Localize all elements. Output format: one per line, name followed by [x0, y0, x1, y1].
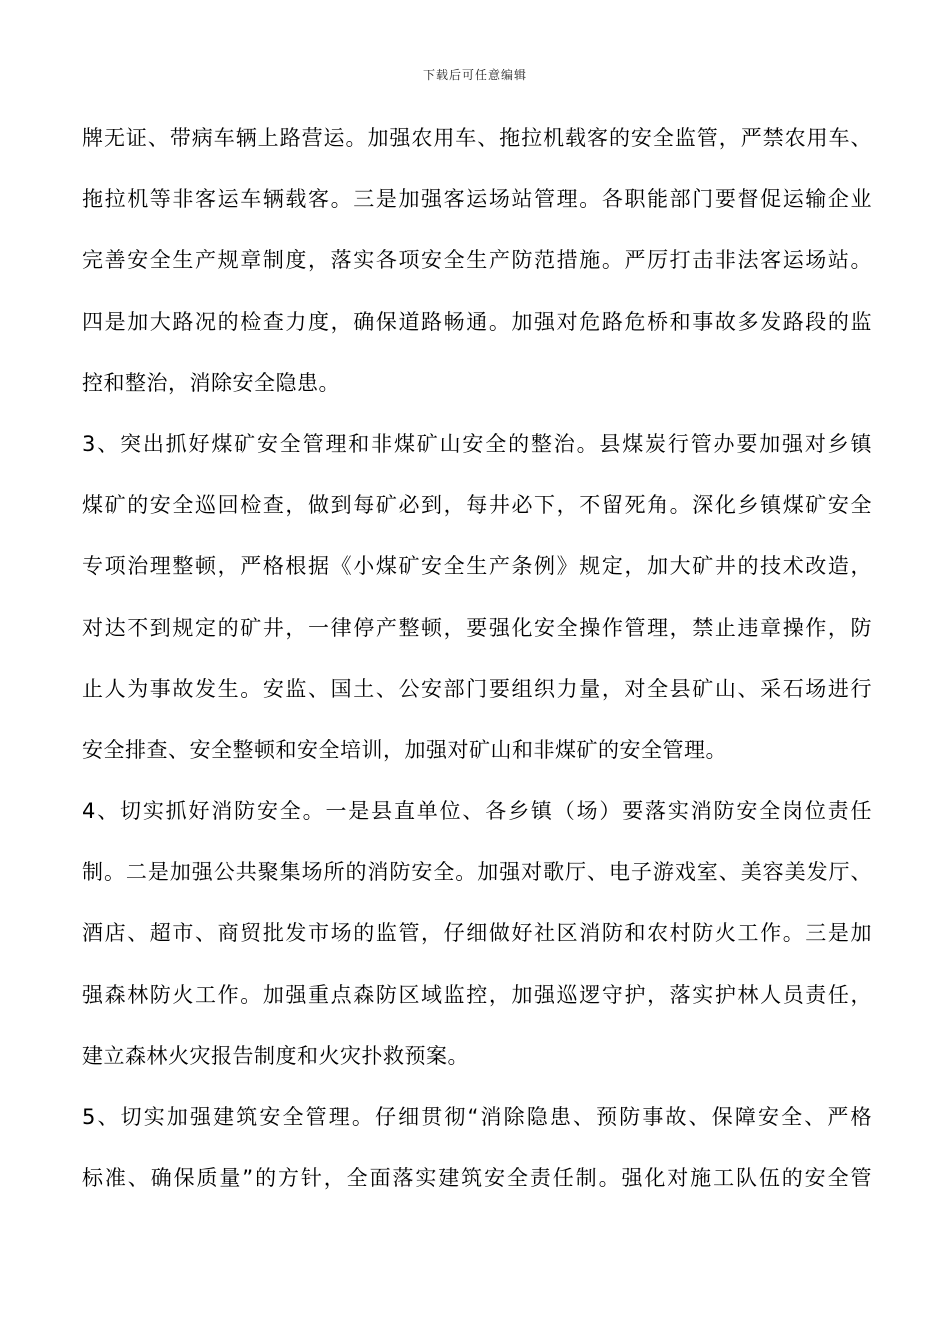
- text-line: 4、切实抓好消防安全。一是县直单位、各乡镇（场）要落实消防安全岗位责任: [82, 799, 872, 824]
- header-note: 下载后可任意编辑: [422, 68, 527, 82]
- text-line: 酒店、超市、商贸批发市场的监管，仔细做好社区消防和农村防火工作。三是加: [82, 921, 872, 946]
- text-line: 标准、确保质量”的方针，全面落实建筑安全责任制。强化对施工队伍的安全管: [82, 1166, 872, 1191]
- text-line: 止人为事故发生。安监、国土、公安部门要组织力量，对全县矿山、采石场进行: [82, 676, 872, 701]
- text-line: 建立森林火灾报告制度和火灾扑救预案。: [82, 1043, 469, 1068]
- text-line: 完善安全生产规章制度，落实各项安全生产防范措施。严厉打击非法客运场站。: [82, 248, 872, 273]
- text-line: 专项治理整顿，严格根据《小煤矿安全生产条例》规定，加大矿井的技术改造，: [82, 554, 872, 579]
- text-line: 拖拉机等非客运车辆载客。三是加强客运场站管理。各职能部门要督促运输企业: [82, 187, 872, 212]
- text-line: 制。二是加强公共聚集场所的消防安全。加强对歌厅、电子游戏室、美容美发厅、: [82, 860, 872, 885]
- text-line: 控和整治，消除安全隐患。: [82, 370, 340, 395]
- text-line: 牌无证、带病车辆上路营运。加强农用车、拖拉机载客的安全监管，严禁农用车、: [82, 126, 872, 150]
- text-line: 强森林防火工作。加强重点森防区域监控，加强巡逻守护，落实护林人员责任，: [82, 982, 872, 1007]
- document-body: [82, 118, 872, 1219]
- text-line: 3、突出抓好煤矿安全管理和非煤矿山安全的整治。县煤炭行管办要加强对乡镇: [82, 431, 872, 456]
- text-line: 对达不到规定的矿井，一律停产整顿，要强化安全操作管理，禁止违章操作，防: [82, 615, 872, 640]
- text-line: 安全排查、安全整顿和安全培训，加强对矿山和非煤矿的安全管理。: [82, 737, 727, 762]
- text-line: 5、切实加强建筑安全管理。仔细贯彻“消除隐患、预防事故、保障安全、严格: [82, 1105, 872, 1129]
- text-line: 煤矿的安全巡回检查，做到每矿必到，每井必下，不留死角。深化乡镇煤矿安全: [82, 493, 872, 518]
- text-line: 四是加大路况的检查力度，确保道路畅通。加强对危路危桥和事故多发路段的监: [82, 309, 872, 334]
